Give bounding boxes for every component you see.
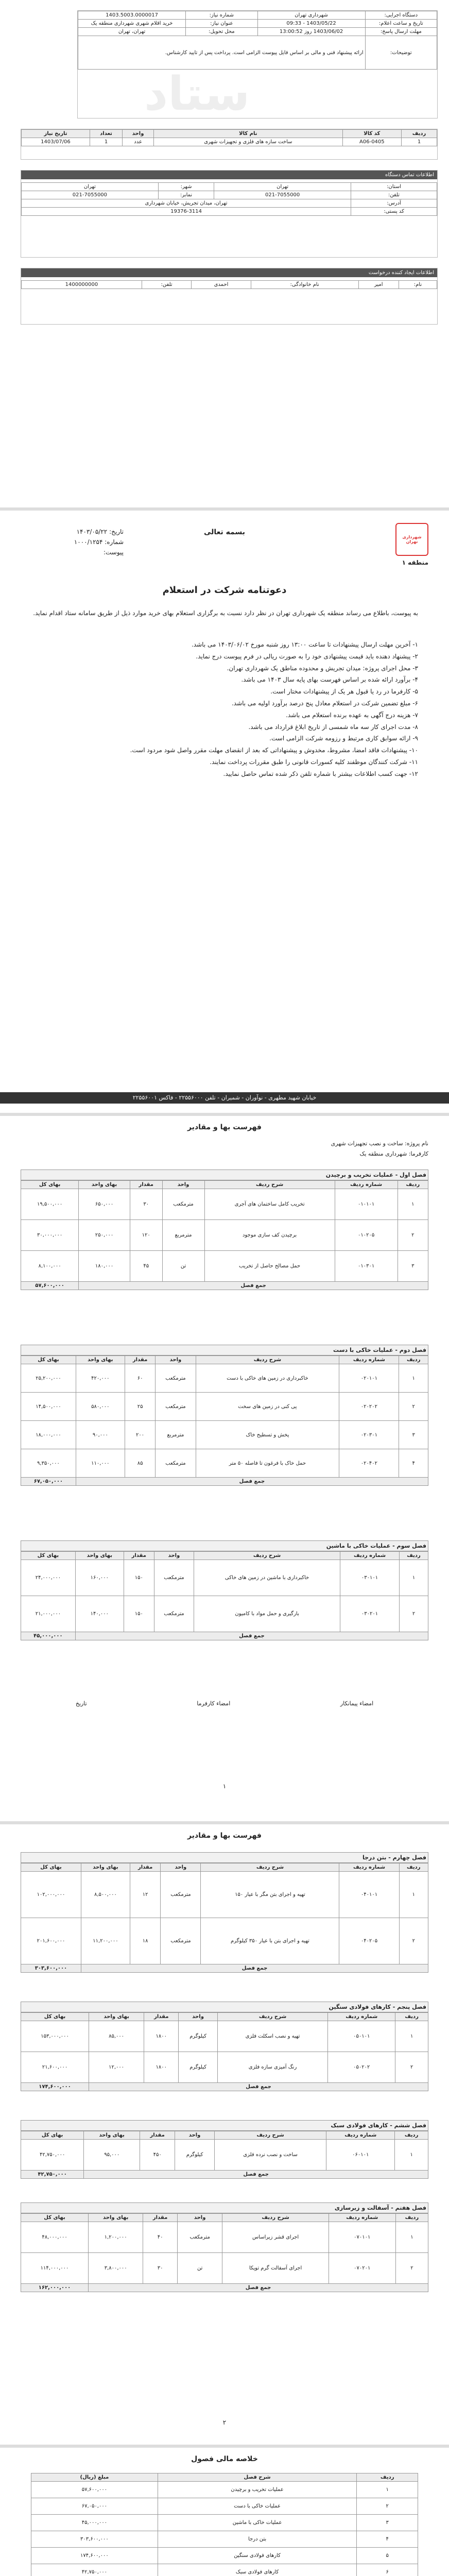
creator-title: اطلاعات ایجاد کننده درخواست: [21, 268, 437, 277]
delivery-value: تهران، تهران: [78, 28, 186, 36]
items-table-box: [21, 129, 438, 160]
letter-paragraph: ۹- ارائه سوابق کاری مرتبط و رزومه شرکت الزامی است.: [269, 735, 418, 742]
letter-meta: تاریخ: ۱۴۰۳/۰۵/۲۲ شماره: ۱۰۰۰/۱۲۵۴ پیوست:: [74, 528, 124, 556]
table-row: ۳ عملیات خاکی با ماشین ۴۵,۰۰۰,۰۰۰: [31, 2515, 418, 2531]
estimate-page-1: [0, 1118, 449, 1819]
page-divider: [0, 1821, 449, 1824]
letter-heading: بسمه تعالی: [203, 528, 246, 536]
table-row: ۳ ۰۲۰۳۰۱ پخش و تسطیح خاک مترمربع ۲۰۰ ۹۰,۰۰۰ ۱۸,۰۰۰,۰۰۰: [21, 1421, 428, 1449]
municipality-logo: شهرداری تهران: [395, 523, 428, 556]
estimate-section: فصل چهارم - بتن درجا ردیف شماره ردیف شرح ردیف واحد مقدار بهای واحد بهای کل ۱ ۰۴۰۱۰۱ تهیه و اجرای بتن مگر با عیار ۱۵۰ مترمکعب ۱۲ ۸,۵۰۰,۰۰۰ ۱۰۲,۰۰۰,۰۰۰ ۲ ۰۴۰۲۰۵ تهیه و اجرای بتن با عیار ۳۵۰ کیلوگرم مترمکعب ۱۸ ۱۱,۲۰۰,۰۰۰ ۲۰۱,۶۰۰,۰۰۰ جمع فصل ۳۰۳,۶۰۰,۰۰۰: [21, 1852, 428, 1973]
summary-page: [0, 2450, 449, 2576]
estimate-title: فهرست بها و مقادیر: [187, 1123, 262, 1131]
creator-box: اطلاعات ایجاد کننده درخواست نام: امیر نام خانوادگی: احمدی تلفن: 1400000000: [21, 268, 438, 325]
letter-paragraph: ۱۰- پیشنهادات فاقد امضا، مشروط، مخدوش و پیشنهاداتی که بعد از انقضای مهلت مقرر واصل شود مردود است.: [130, 747, 418, 754]
table-row: 1 0405-A06 ساخت سازه های فلزی و تجهیزات شهری عدد 1 1403/07/06: [22, 138, 437, 146]
project-info: نام پروژه: ساخت و نصب تجهیزات شهری کارفرما: شهرداری منطقه یک: [331, 1140, 428, 1157]
watermark: ستاد: [144, 67, 250, 121]
table-row: ۴ ۰۲۰۴۰۲ حمل خاک با فرغون تا فاصله ۵۰ متر مترمکعب ۸۵ ۱۱۰,۰۰۰ ۹,۳۵۰,۰۰۰: [21, 1449, 428, 1478]
table-row: ۲ ۰۴۰۲۰۵ تهیه و اجرای بتن با عیار ۳۵۰ کیلوگرم مترمکعب ۱۸ ۱۱,۲۰۰,۰۰۰ ۲۰۱,۶۰۰,۰۰۰: [21, 1918, 428, 1964]
district-label: منطقه ۱: [402, 559, 428, 566]
table-row: ۶ کارهای فولادی سبک ۴۲,۷۵۰,۰۰۰: [31, 2564, 418, 2576]
signature-row: امضاء پیمانکار امضاء کارفرما تاریخ: [75, 1700, 374, 1707]
need-number-label: شماره نیاز:: [186, 11, 257, 20]
title-value: خرید اقلام شهری شهرداری منطقه یک: [78, 20, 186, 28]
letter-paragraph: ۳- محل اجرای پروژه: میدان تجریش و محدوده مناطق یک شهرداری تهران.: [227, 664, 418, 672]
deadline-label: مهلت ارسال پاسخ:: [365, 28, 437, 36]
table-row: ۲ ۰۱۰۲۰۵ برچیدن کف سازی موجود مترمربع ۱۲۰ ۲۵۰,۰۰۰ ۳۰,۰۰۰,۰۰۰: [21, 1220, 428, 1251]
letter-paragraph: ۵- کارفرما در رد یا قبول هر یک از پیشنهادات مختار است.: [270, 688, 418, 696]
letter-paragraph: ۶- مبلغ تضمین شرکت در استعلام معادل پنج درصد برآورد اولیه می باشد.: [231, 699, 418, 707]
setad-request-page: [0, 0, 449, 505]
letter-title: دعوتنامه شرکت در استعلام: [162, 585, 287, 596]
invitation-letter-page: [0, 513, 449, 1110]
request-header-box: [77, 10, 438, 118]
estimate-section: فصل هفتم - آسفالت و زیرسازی ردیف شماره ردیف شرح ردیف واحد مقدار بهای واحد بهای کل ۱ ۰۷۰۱۰۱ اجرای قشر زیراساس مترمکعب ۴۰ ۱,۲۰۰,۰۰۰ ۴۸,۰۰۰,۰۰۰ ۲ ۰۷۰۲۰۱ اجرای آسفالت گرم توپکا تن ۳۰ ۳,۸۰۰,۰۰۰ ۱۱۴,۰۰۰,۰۰۰ جمع فصل ۱۶۲,۰۰۰,۰۰۰: [21, 2202, 428, 2292]
letter-paragraph: ۱- آخرین مهلت ارسال پیشنهادات تا ساعت ۱۳:۰۰ روز شنبه مورخ ۱۴۰۳/۰۶/۰۲ می باشد.: [192, 641, 418, 648]
col-date: تاریخ نیاز: [22, 130, 90, 138]
table-row: ۱ ۰۱۰۱۰۱ تخریب کامل ساختمان های آجری مترمکعب ۳۰ ۶۵۰,۰۰۰ ۱۹,۵۰۰,۰۰۰: [21, 1189, 428, 1220]
col-unit: واحد: [123, 130, 154, 138]
letter-paragraph: ۱۱- شرکت کنندگان موظفند کلیه کسورات قانونی را طبق مقررات پرداخت نمایند.: [210, 758, 418, 766]
letter-paragraph: ۱۲- جهت کسب اطلاعات بیشتر با شماره تلفن ذکر شده تماس حاصل نمایید.: [223, 770, 418, 777]
page-divider: [0, 2445, 449, 2448]
table-row: ۲ ۰۳۰۲۰۱ بارگیری و حمل مواد با کامیون مترمکعب ۱۵۰ ۱۴۰,۰۰۰ ۲۱,۰۰۰,۰۰۰: [21, 1596, 428, 1632]
page-divider: [0, 507, 449, 511]
letter-paragraph: ۷- هزینه درج آگهی به عهده برنده استعلام می باشد.: [286, 711, 418, 719]
col-row: ردیف: [402, 130, 437, 138]
table-row: ۱ ۰۷۰۱۰۱ اجرای قشر زیراساس مترمکعب ۴۰ ۱,۲۰۰,۰۰۰ ۴۸,۰۰۰,۰۰۰: [21, 2222, 428, 2253]
date-value: 1403/05/22 - 09:33: [257, 20, 365, 28]
table-row: ۲ عملیات خاکی با دست ۶۷,۰۵۰,۰۰۰: [31, 2498, 418, 2515]
page-number: ۲: [222, 2419, 227, 2426]
delivery-label: محل تحویل:: [186, 28, 257, 36]
section-title: فصل اول - عملیات تخریب و برچیدن: [21, 1170, 428, 1180]
table-row: ۲ ۰۲۰۲۰۲ پی کنی در زمین های سخت مترمکعب ۲۵ ۵۸۰,۰۰۰ ۱۴,۵۰۰,۰۰۰: [21, 1393, 428, 1421]
estimate-title: فهرست بها و مقادیر: [187, 1832, 262, 1840]
letter-paragraph: ۲- پیشنهاد دهنده باید قیمت پیشنهادی خود را به صورت ریالی در فرم پیوست درج نماید.: [196, 652, 418, 660]
table-row: ۱ ۰۶۰۱۰۱ ساخت و نصب نرده فلزی کیلوگرم ۴۵۰ ۹۵,۰۰۰ ۴۲,۷۵۰,۰۰۰: [21, 2140, 428, 2171]
table-row: ۴ بتن درجا ۳۰۳,۶۰۰,۰۰۰: [31, 2531, 418, 2548]
estimate-section: فصل سوم - عملیات خاکی با ماشین ردیف شماره ردیف شرح ردیف واحد مقدار بهای واحد بهای کل ۱ ۰۳۰۱۰۱ خاکبرداری با ماشین در زمین های خاکی مترمکعب ۱۵۰ ۱۶۰,۰۰۰ ۲۴,۰۰۰,۰۰۰ ۲ ۰۳۰۲۰۱ بارگیری و حمل مواد با کامیون مترمکعب ۱۵۰ ۱۴۰,۰۰۰ ۲۱,۰۰۰,۰۰۰ جمع فصل ۴۵,۰۰۰,۰۰۰: [21, 1540, 428, 1640]
deadline-value: [257, 28, 365, 36]
deadline-date: 1403/06/02: [313, 29, 343, 35]
table-row: ۱ ۰۴۰۱۰۱ تهیه و اجرای بتن مگر با عیار ۱۵۰ مترمکعب ۱۲ ۸,۵۰۰,۰۰۰ ۱۰۲,۰۰۰,۰۰۰: [21, 1872, 428, 1918]
summary-title: خلاصه مالی فصول: [191, 2455, 258, 2463]
table-row: ۱ ۰۵۰۱۰۱ تهیه و نصب اسکلت فلزی کیلوگرم ۱۸۰۰ ۸۵,۰۰۰ ۱۵۳,۰۰۰,۰۰۰: [21, 2021, 428, 2052]
col-name: نام کالا: [154, 130, 343, 138]
summary-table: ردیف شرح فصل مبلغ (ریال) ۱ عملیات تخریب و برچیدن ۵۷,۶۰۰,۰۰۰ ۲ عملیات خاکی با دست ۶۷,۰۵۰,۰۰۰ ۳ عملیات خاکی با ماشین ۴۵,۰۰۰,۰۰۰ ۴ بتن درجا ۳۰۳,۶۰۰,۰۰۰ ۵ کارهای فولادی سنگین ۱۷۴,۶۰۰,۰۰۰ ۶ کارهای فولادی سبک ۴۲,۷۵۰,۰۰۰: [31, 2473, 418, 2576]
letter-body: [31, 639, 418, 780]
table-row: ۱ ۰۲۰۱۰۱ خاکبرداری در زمین های خاکی با دست مترمکعب ۶۰ ۴۲۰,۰۰۰ ۲۵,۲۰۰,۰۰۰: [21, 1364, 428, 1393]
col-qty: تعداد: [90, 130, 122, 138]
deadline-day-label: روز: [304, 29, 312, 35]
estimate-section: فصل اول - عملیات تخریب و برچیدن ردیف شماره ردیف شرح ردیف واحد مقدار بهای واحد بهای کل ۱ ۰۱۰۱۰۱ تخریب کامل ساختمان های آجری مترمکعب ۳۰ ۶۵۰,۰۰۰ ۱۹,۵۰۰,۰۰۰ ۲ ۰۱۰۲۰۵ برچیدن کف سازی موجود مترمربع ۱۲۰ ۲۵۰,۰۰۰ ۳۰,۰۰۰,۰۰۰ ۳ ۰۱۰۳۰۱ حمل مصالح حاصل از تخریب تن ۴۵ ۱۸۰,۰۰۰ ۸,۱۰۰,۰۰۰ جمع فصل ۵۷,۶۰۰,۰۰۰: [21, 1170, 428, 1290]
table-row: ۳ ۰۱۰۳۰۱ حمل مصالح حاصل از تخریب تن ۴۵ ۱۸۰,۰۰۰ ۸,۱۰۰,۰۰۰: [21, 1251, 428, 1282]
contact-banner: اطلاعات تماس دستگاه استان: تهران شهر: تهران تلفن: 021-7055000 نمابر: 021-7055000 آدرس: تهران، میدان تجریش، خیابان شهرداری کد پستی: 19376-3114: [21, 170, 438, 258]
table-row: ۲ ۰۵۰۲۰۲ رنگ آمیزی سازه فلزی کیلوگرم ۱۸۰۰ ۱۲,۰۰۰ ۲۱,۶۰۰,۰۰۰: [21, 2052, 428, 2083]
banner-title: اطلاعات تماس دستگاه: [21, 171, 437, 179]
page-number: ۱: [222, 1783, 227, 1790]
table-row: ۱ عملیات تخریب و برچیدن ۵۷,۶۰۰,۰۰۰: [31, 2482, 418, 2498]
page-divider: [0, 1113, 449, 1116]
need-number-value: 1403.5003.0000017: [78, 11, 186, 20]
estimate-page-2: [0, 1826, 449, 2442]
estimate-section: فصل پنجم - کارهای فولادی سنگین ردیف شماره ردیف شرح ردیف واحد مقدار بهای واحد بهای کل ۱ ۰۵۰۱۰۱ تهیه و نصب اسکلت فلزی کیلوگرم ۱۸۰۰ ۸۵,۰۰۰ ۱۵۳,۰۰۰,۰۰۰ ۲ ۰۵۰۲۰۲ رنگ آمیزی سازه فلزی کیلوگرم ۱۸۰۰ ۱۲,۰۰۰ ۲۱,۶۰۰,۰۰۰ جمع فصل ۱۷۴,۶۰۰,۰۰۰: [21, 2002, 428, 2091]
notes-value: ارائه پیشنهاد فنی و مالی بر اساس فایل پیوست الزامی است. پرداخت پس از تایید کارشناس.: [78, 36, 366, 70]
date-label: تاریخ و ساعت اعلام:: [365, 20, 437, 28]
deadline-time: 13:00:52: [279, 29, 303, 35]
letter-paragraph: ۸- مدت اجرای کار سه ماه شمسی از تاریخ ابلاغ قرارداد می باشد.: [248, 723, 418, 731]
notes-label: توضیحات:: [365, 36, 437, 70]
letter-footer-bar: خیابان شهید مطهری - نوآوران - شمیران - تلفن ۲۲۵۵۶۰۰۰ - فاکس ۲۲۵۵۶۰۰۱: [0, 1092, 449, 1104]
letter-intro: به پیوست، باطلاع می رساند منطقه یک شهرداری تهران در نظر دارد نسبت به برگزاری استعلام بهای خرید موارد ذیل از طریق سامانه ستاد اقدام نماید.: [33, 609, 418, 617]
estimate-section: فصل ششم - کارهای فولادی سبک ردیف شماره ردیف شرح ردیف واحد مقدار بهای واحد بهای کل ۱ ۰۶۰۱۰۱ ساخت و نصب نرده فلزی کیلوگرم ۴۵۰ ۹۵,۰۰۰ ۴۲,۷۵۰,۰۰۰ جمع فصل ۴۲,۷۵۰,۰۰۰: [21, 2120, 428, 2179]
letter-paragraph: ۴- برآورد ارائه شده بر اساس فهرست بهای پایه سال ۱۴۰۳ می باشد.: [241, 676, 418, 684]
title-label: عنوان نیاز:: [186, 20, 257, 28]
estimate-section: فصل دوم - عملیات خاکی با دست ردیف شماره ردیف شرح ردیف واحد مقدار بهای واحد بهای کل ۱ ۰۲۰۱۰۱ خاکبرداری در زمین های خاکی با دست مترمکعب ۶۰ ۴۲۰,۰۰۰ ۲۵,۲۰۰,۰۰۰ ۲ ۰۲۰۲۰۲ پی کنی در زمین های سخت مترمکعب ۲۵ ۵۸۰,۰۰۰ ۱۴,۵۰۰,۰۰۰ ۳ ۰۲۰۳۰۱ پخش و تسطیح خاک مترمربع ۲۰۰ ۹۰,۰۰۰ ۱۸,۰۰۰,۰۰۰ ۴ ۰۲۰۴۰۲ حمل خاک با فرغون تا فاصله ۵۰ متر مترمکعب ۸۵ ۱۱۰,۰۰۰ ۹,۳۵۰,۰۰۰ جمع فصل ۶۷,۰۵۰,۰۰۰: [21, 1345, 428, 1486]
requester-value: شهرداری تهران: [257, 11, 365, 20]
table-row: ۲ ۰۷۰۲۰۱ اجرای آسفالت گرم توپکا تن ۳۰ ۳,۸۰۰,۰۰۰ ۱۱۴,۰۰۰,۰۰۰: [21, 2253, 428, 2284]
table-row: ۱ ۰۳۰۱۰۱ خاکبرداری با ماشین در زمین های خاکی مترمکعب ۱۵۰ ۱۶۰,۰۰۰ ۲۴,۰۰۰,۰۰۰: [21, 1560, 428, 1596]
col-code: کد کالا: [342, 130, 401, 138]
table-row: ۵ کارهای فولادی سنگین ۱۷۴,۶۰۰,۰۰۰: [31, 2548, 418, 2564]
requester-label: دستگاه اجرایی:: [365, 11, 437, 20]
